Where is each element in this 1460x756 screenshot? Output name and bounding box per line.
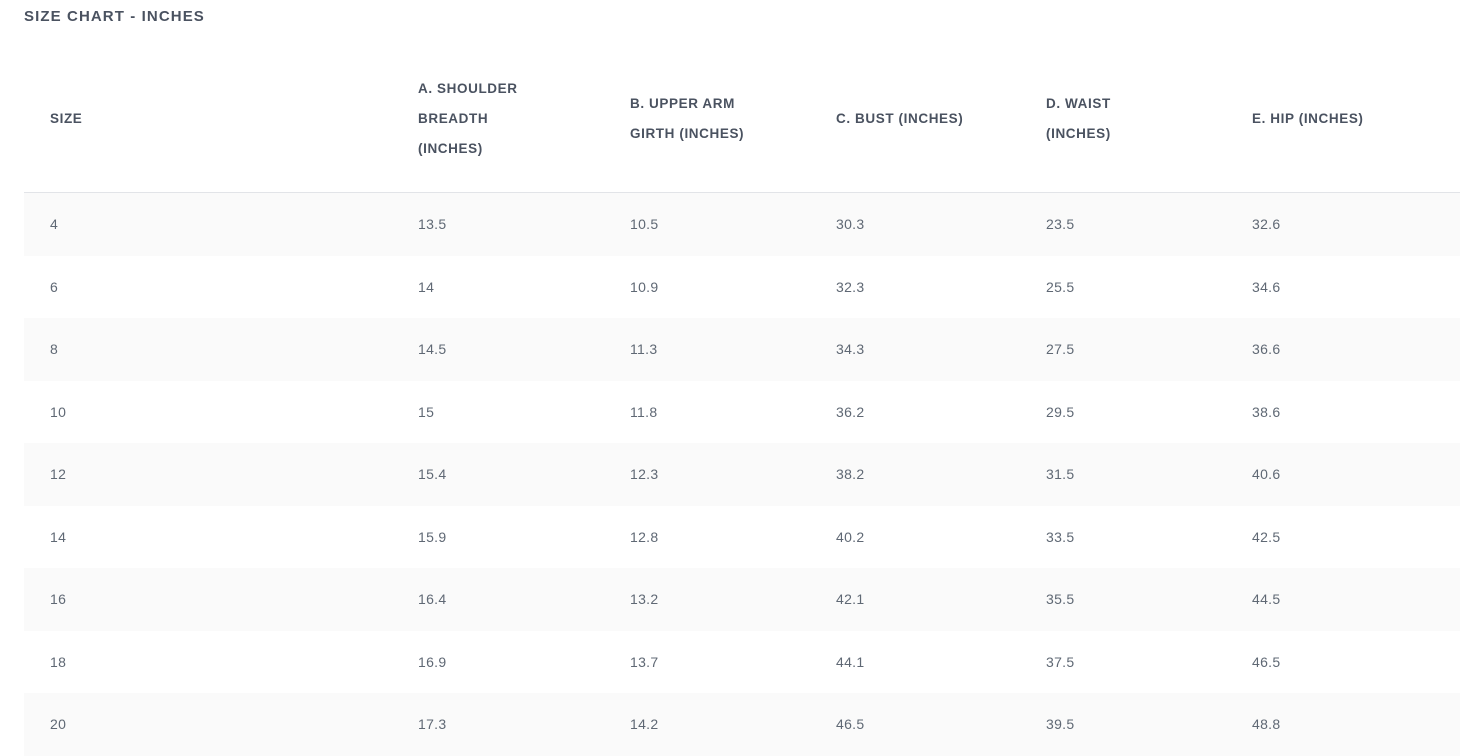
cell-upper-arm-girth: 11.8	[630, 381, 836, 444]
cell-size: 18	[24, 631, 222, 694]
cell-waist: 29.5	[1046, 381, 1252, 444]
cell-hip: 32.6	[1252, 193, 1460, 256]
cell-size: 12	[24, 443, 222, 506]
cell-bust: 34.3	[836, 318, 1046, 381]
cell-shoulder-breadth: 15	[222, 381, 630, 444]
cell-bust: 40.2	[836, 506, 1046, 569]
table-row	[24, 443, 1460, 506]
cell-waist: 27.5	[1046, 318, 1252, 381]
cell-shoulder-breadth: 16.4	[222, 568, 630, 631]
cell-waist: 33.5	[1046, 506, 1252, 569]
cell-shoulder-breadth: 14	[222, 256, 630, 319]
cell-size: 16	[24, 568, 222, 631]
cell-upper-arm-girth: 12.8	[630, 506, 836, 569]
column-header-waist: D. WAIST (INCHES)	[1046, 45, 1252, 193]
cell-upper-arm-girth: 10.9	[630, 256, 836, 319]
table-row	[24, 506, 1460, 569]
cell-waist: 37.5	[1046, 631, 1252, 694]
cell-shoulder-breadth: 16.9	[222, 631, 630, 694]
cell-shoulder-breadth: 14.5	[222, 318, 630, 381]
cell-hip: 48.8	[1252, 693, 1460, 756]
cell-shoulder-breadth: 15.4	[222, 443, 630, 506]
cell-size: 6	[24, 256, 222, 319]
cell-size: 14	[24, 506, 222, 569]
cell-upper-arm-girth: 13.7	[630, 631, 836, 694]
cell-shoulder-breadth: 17.3	[222, 693, 630, 756]
cell-hip: 46.5	[1252, 631, 1460, 694]
column-header-size: SIZE	[24, 45, 222, 193]
cell-bust: 30.3	[836, 193, 1046, 256]
table-header	[24, 45, 1460, 193]
cell-upper-arm-girth: 11.3	[630, 318, 836, 381]
cell-hip: 42.5	[1252, 506, 1460, 569]
page-title: SIZE CHART - INCHES	[24, 8, 205, 25]
column-header-shoulder-breadth: A. SHOULDER BREADTH (INCHES)	[222, 45, 630, 193]
cell-hip: 44.5	[1252, 568, 1460, 631]
cell-upper-arm-girth: 13.2	[630, 568, 836, 631]
size-chart-table-container	[24, 45, 1364, 756]
column-header-hip: E. HIP (INCHES)	[1252, 45, 1460, 193]
cell-size: 20	[24, 693, 222, 756]
cell-size: 4	[24, 193, 222, 256]
cell-hip: 36.6	[1252, 318, 1460, 381]
cell-size: 10	[24, 381, 222, 444]
cell-bust: 38.2	[836, 443, 1046, 506]
table-row	[24, 193, 1460, 256]
cell-upper-arm-girth: 10.5	[630, 193, 836, 256]
cell-shoulder-breadth: 13.5	[222, 193, 630, 256]
table-row	[24, 381, 1460, 444]
column-header-bust: C. BUST (INCHES)	[836, 45, 1046, 193]
table-row	[24, 256, 1460, 319]
cell-bust: 32.3	[836, 256, 1046, 319]
table-header-row	[24, 45, 1460, 193]
cell-hip: 38.6	[1252, 381, 1460, 444]
table-row	[24, 693, 1460, 756]
cell-hip: 34.6	[1252, 256, 1460, 319]
cell-waist: 25.5	[1046, 256, 1252, 319]
cell-bust: 44.1	[836, 631, 1046, 694]
cell-hip: 40.6	[1252, 443, 1460, 506]
table-row	[24, 631, 1460, 694]
cell-waist: 31.5	[1046, 443, 1252, 506]
cell-bust: 46.5	[836, 693, 1046, 756]
cell-shoulder-breadth: 15.9	[222, 506, 630, 569]
cell-size: 8	[24, 318, 222, 381]
cell-waist: 23.5	[1046, 193, 1252, 256]
cell-upper-arm-girth: 14.2	[630, 693, 836, 756]
table-body	[24, 193, 1460, 756]
cell-waist: 39.5	[1046, 693, 1252, 756]
table-row	[24, 568, 1460, 631]
column-header-upper-arm-girth: B. UPPER ARM GIRTH (INCHES)	[630, 45, 836, 193]
size-chart-table	[24, 45, 1460, 756]
cell-waist: 35.5	[1046, 568, 1252, 631]
table-row	[24, 318, 1460, 381]
cell-upper-arm-girth: 12.3	[630, 443, 836, 506]
cell-bust: 42.1	[836, 568, 1046, 631]
cell-bust: 36.2	[836, 381, 1046, 444]
